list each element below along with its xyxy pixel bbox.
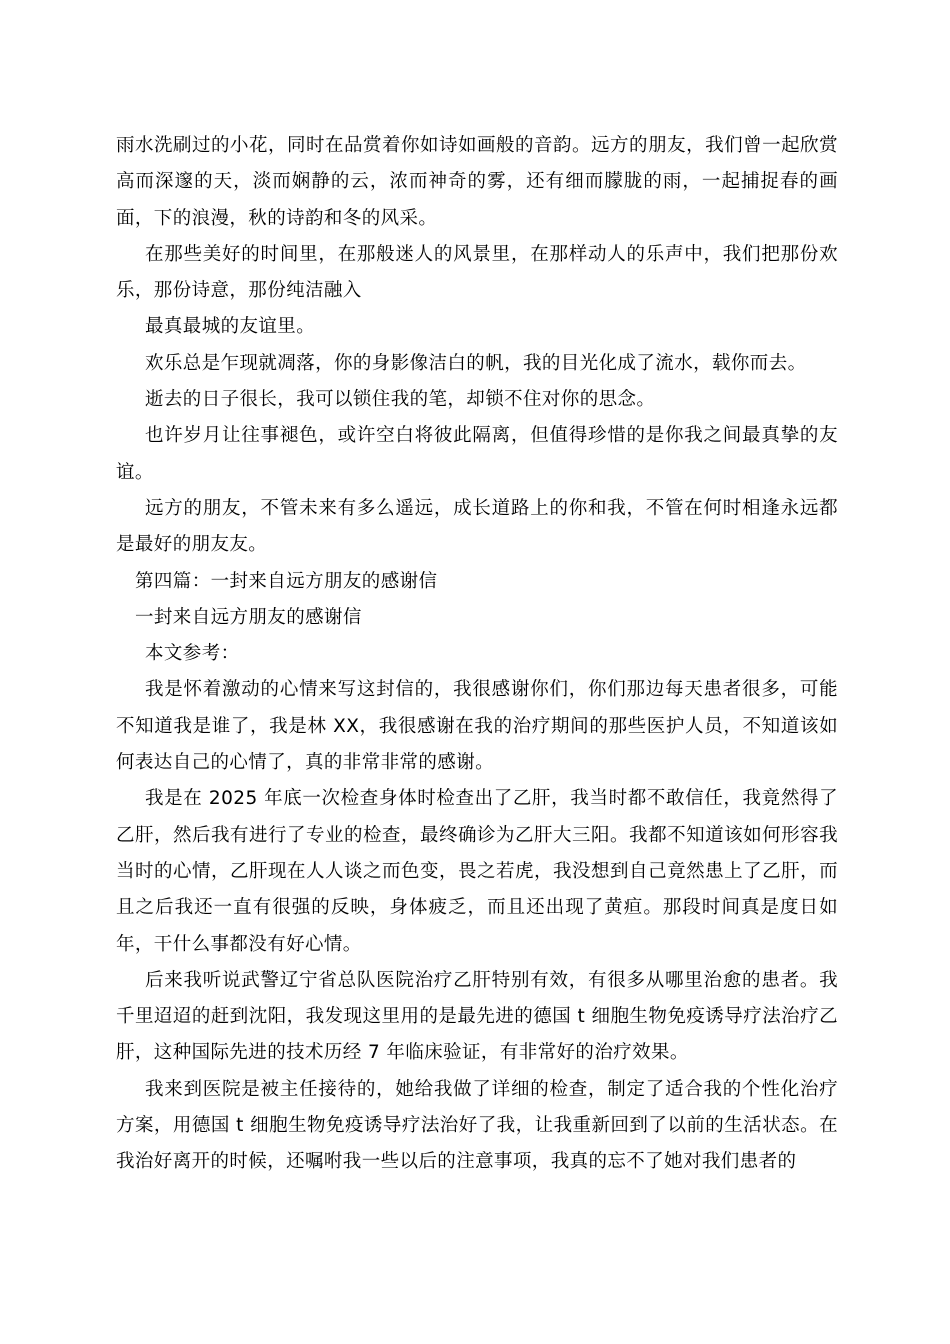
paragraph: 我是怀着激动的心情来写这封信的，我很感谢你们，你们那边每天患者很多，可能不知道我是谁了，我是林 XX，我很感谢在我的治疗期间的那些医护人员，不知道该如何表达自己的心情了，真的非常非常的感谢。 [116, 679, 838, 774]
paragraph: 也许岁月让往事褪色，或许空白将彼此隔离，但值得珍惜的是你我之间最真挚的友谊。 [116, 425, 838, 483]
paragraph: 欢乐总是乍现就凋落，你的身影像洁白的帆，我的目光化成了流水，载你而去。 [145, 352, 807, 374]
paragraph: 最真最城的友谊里。 [145, 316, 316, 338]
paragraph-continuation: 雨水洗刷过的小花，同时在品赏着你如诗如画般的音韵。远方的朋友，我们曾一起欣赏高而深邃的天，淡而娴静的云，浓而神奇的雾，还有细而朦胧的雨，一起捕捉春的画面，下的浪漫，秋的诗韵和冬的风采。 [116, 135, 838, 229]
paragraph: 我来到医院是被主任接待的，她给我做了详细的检查，制定了适合我的个性化治疗方案，用德国 t 细胞生物免疫诱导疗法治好了我，让我重新回到了以前的生活状态。在我治好离开的时候，还嘱咐我一些以后的注意事项，我真的忘不了她对我们患者的 [116, 1078, 838, 1173]
document-page [116, 128, 838, 1181]
letter-title: 一封来自远方朋友的感谢信 [135, 606, 362, 628]
section-heading: 第四篇：一封来自远方朋友的感谢信 [135, 570, 438, 592]
paragraph: 远方的朋友，不管未来有多么遥远，成长道路上的你和我，不管在何时相逢永远都是最好的朋友友。 [116, 497, 838, 556]
reference-label: 本文参考： [145, 643, 240, 665]
paragraph: 后来我听说武警辽宁省总队医院治疗乙肝特别有效，有很多从哪里治愈的患者。我千里迢迢的赶到沈阳，我发现这里用的是最先进的德国 t 细胞生物免疫诱导疗法治疗乙肝，这种国际先进的技术历经 7 年临床验证，有非常好的治疗效果。 [116, 969, 838, 1064]
paragraph: 在那些美好的时间里，在那般迷人的风景里，在那样动人的乐声中，我们把那份欢乐，那份诗意，那份纯洁融入 [116, 243, 838, 302]
paragraph: 逝去的日子很长，我可以锁住我的笔，却锁不住对你的思念。 [145, 389, 656, 411]
paragraph: 我是在 2025 年底一次检查身体时检查出了乙肝，我当时都不敢信任，我竟然得了乙肝，然后我有进行了专业的检查，最终确诊为乙肝大三阳。我都不知道该如何形容我当时的心情，乙肝现在人人谈之而色变，畏之若虎，我没想到自己竟然患上了乙肝，而且之后我还一直有很强的反映，身体疲乏，而且还出现了黄疸。那段时间真是度日如年，干什么事都没有好心情。 [116, 788, 838, 955]
